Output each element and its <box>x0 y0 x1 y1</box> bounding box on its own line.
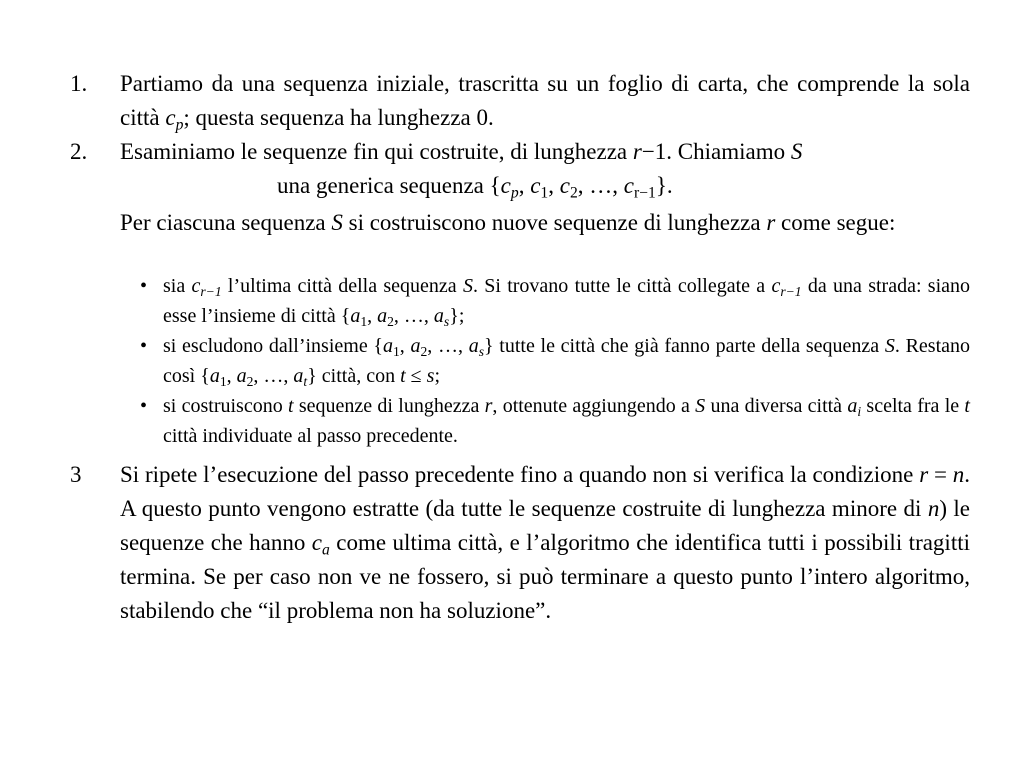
bullet-item-1 <box>138 271 970 331</box>
step-1-number: 1. <box>70 71 88 96</box>
bullet-item-2 <box>138 331 970 391</box>
step-2-number: 2. <box>70 139 88 164</box>
bullet-item-2-text: si escludono dall’insieme {$a_1$, $a_2$, …, $a_s$} tutte le città che già fanno parte della sequenza S. Restano così {$a_1$, $a_2$, …, $a_t$} città, con t ≤ s; <box>163 335 971 390</box>
step-2-sequence-line: una generica sequenza {$c_p$, $c_1$, $c_2$, …, $c_{r-1}$}. <box>277 173 673 202</box>
bullet-dot: • <box>140 395 148 417</box>
step-1 <box>70 67 970 135</box>
step-3 <box>70 458 970 628</box>
bullet-item-1-text: sia $c_{r-1}$ l’ultima città della sequenza S. Si trovano tutte le città collegate a $c_{r-1}$ da una strada: siano esse l’insieme di città {$a_1$, $a_2$, …, $a_s$}; <box>163 275 971 330</box>
bullet-dot: • <box>140 275 148 297</box>
step-3-number: 3 <box>70 462 82 487</box>
bullet-dot: • <box>140 335 148 357</box>
step-3-text: Si ripete l’esecuzione del passo precedente fino a quando non si verifica la condizione r = n. A questo punto vengono estratte (da tutte le sequenze costruite di lunghezza minore di n) le sequenze che hanno $c_a$ come ultima città, e l’algoritmo che identifica tutti i possibili tragitti termina. Se per caso non ve ne fossero, si può terminare a questo punto l’intero algoritmo, stabilendo che “il problema non ha soluzione”. <box>120 462 970 623</box>
step-2-text: Esaminiamo le sequenze fin qui costruite, di lunghezza r−1. Chiamiamo S <box>120 139 803 164</box>
bullet-item-3-text: si costruiscono t sequenze di lunghezza r, ottenute aggiungendo a S una diversa città $a_i$ scelta fra le t città individuate al passo precedente. <box>163 395 970 447</box>
bullet-item-3 <box>138 391 970 451</box>
bullet-list <box>138 271 970 451</box>
step-2 <box>70 135 970 240</box>
step-2-paragraph: Per ciascuna sequenza S si costruiscono nuove sequenze di lunghezza r come segue: <box>120 210 896 235</box>
step-1-text: Partiamo da una sequenza iniziale, trascritta su un foglio di carta, che comprende la sola città $c_p$; questa sequenza ha lunghezza 0. <box>120 71 970 134</box>
